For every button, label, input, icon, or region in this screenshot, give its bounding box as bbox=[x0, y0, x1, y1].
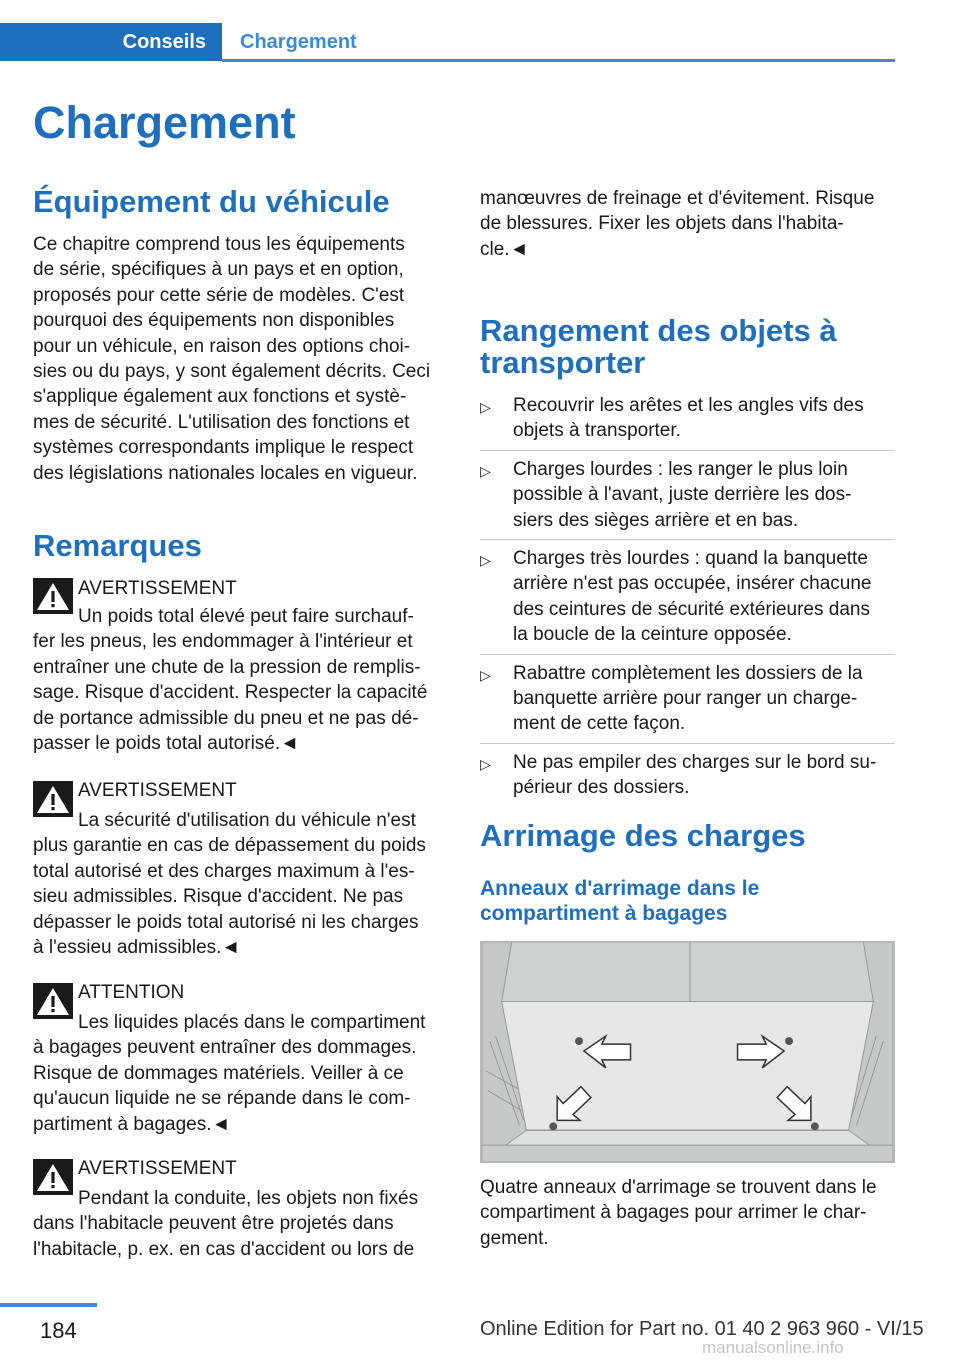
equipment-paragraph bbox=[33, 232, 448, 486]
text-line: fer les pneus, les endommager à l'intérieur et bbox=[33, 631, 413, 653]
warning-body bbox=[33, 604, 448, 756]
list-item bbox=[480, 457, 895, 540]
text-line: Un poids total élevé peut faire surchauf- bbox=[78, 606, 414, 627]
text-line: qu'aucun liquide ne se répande dans le com- bbox=[33, 1088, 411, 1110]
warning-body bbox=[33, 1186, 448, 1262]
footer-watermark: manualsonline.info bbox=[702, 1338, 844, 1357]
header-tab-chargement[interactable]: Chargement bbox=[240, 31, 357, 53]
warning-title: AVERTISSEMENT bbox=[78, 1158, 237, 1179]
text-line: Quatre anneaux d'arrimage se trouvent dans le bbox=[480, 1177, 877, 1198]
text-line: la boucle de la ceinture opposée. bbox=[513, 624, 792, 646]
warning-title: AVERTISSEMENT bbox=[78, 780, 237, 801]
text-line: pourquoi des équipements non disponibles bbox=[33, 310, 395, 332]
text-line: Recouvrir les arêtes et les angles vifs des bbox=[513, 395, 864, 416]
warning-continuation bbox=[480, 186, 895, 262]
text-line: Les liquides placés dans le compartiment bbox=[78, 1012, 426, 1033]
list-item bbox=[480, 750, 895, 807]
text-line: périeur des dossiers. bbox=[513, 777, 690, 799]
equipment-heading: Équipement du véhicule bbox=[33, 184, 390, 219]
text-line: Ne pas empiler des charges sur le bord su- bbox=[513, 751, 877, 773]
rangement-heading bbox=[480, 315, 837, 379]
text-line: arrière n'est pas occupée, insérer chacune bbox=[513, 573, 872, 595]
list-item bbox=[480, 546, 895, 655]
text-line: Charges très lourdes : quand la banquette bbox=[513, 548, 868, 570]
text-line: sage. Risque d'accident. Respecter la capacité bbox=[33, 682, 428, 704]
text-line: à bagages peuvent entraîner des dommages. bbox=[33, 1037, 417, 1059]
page-number: 184 bbox=[40, 1318, 77, 1343]
text-line: l'habitacle, p. ex. en cas d'accident ou lors de bbox=[33, 1238, 415, 1260]
text-line: entraîner une chute de la pression de remplis- bbox=[33, 656, 421, 678]
text-line: mes de sécurité. L'utilisation des fonctions et bbox=[33, 411, 410, 433]
text-line: siers des sièges arrière et en bas. bbox=[513, 509, 799, 531]
text-line: plus garantie en cas de dépassement du poids bbox=[33, 835, 426, 857]
heading-line: compartiment à bagages bbox=[480, 902, 728, 925]
triangle-bullet-icon: ▷ bbox=[480, 552, 491, 569]
text-line: passer le poids total autorisé.◄ bbox=[33, 733, 299, 755]
text-line: des ceintures de sécurité extérieures dans bbox=[513, 598, 870, 620]
text-line: Charges lourdes : les ranger le plus loin bbox=[513, 458, 848, 480]
text-line: dans l'habitacle peuvent être projetés dans bbox=[33, 1213, 394, 1235]
text-line: manœuvres de freinage et d'évitement. Risque bbox=[480, 188, 875, 209]
list-item bbox=[480, 393, 895, 451]
text-line: cle.◄ bbox=[480, 238, 529, 260]
text-line: s'applique également aux fonctions et systè- bbox=[33, 386, 407, 408]
text-line: sieu admissibles. Risque d'accident. Ne pas bbox=[33, 886, 404, 908]
text-line: à l'essieu admissibles.◄ bbox=[33, 937, 241, 959]
footer-rule bbox=[0, 1303, 97, 1307]
triangle-bullet-icon: ▷ bbox=[480, 462, 491, 479]
text-line: des législations nationales locales en vigueur. bbox=[33, 462, 418, 484]
trunk-illustration bbox=[480, 941, 895, 1163]
heading-line: Rangement des objets à bbox=[480, 313, 837, 348]
text-line: de blessures. Fixer les objets dans l'habita- bbox=[480, 213, 844, 235]
text-line: banquette arrière pour ranger un charge- bbox=[513, 688, 858, 710]
text-line: objets à transporter. bbox=[513, 420, 681, 442]
warning-body bbox=[33, 1010, 448, 1137]
list-item bbox=[480, 661, 895, 744]
header-tab-conseils[interactable]: Conseils bbox=[0, 23, 222, 61]
text-line: dépasser le poids total autorisé ni les charges bbox=[33, 911, 419, 933]
heading-line: transporter bbox=[480, 345, 646, 380]
warning-body bbox=[33, 808, 448, 960]
arrimage-subheading bbox=[480, 876, 759, 926]
text-line: pour un véhicule, en raison des options choi- bbox=[33, 335, 411, 357]
figure-caption bbox=[480, 1175, 895, 1251]
text-line: de série, spécifiques à un pays et en option, bbox=[33, 259, 404, 281]
text-line: gement. bbox=[480, 1227, 549, 1249]
arrimage-heading: Arrimage des charges bbox=[480, 818, 806, 853]
text-line: Rabattre complètement les dossiers de la bbox=[513, 662, 863, 684]
text-line: Ce chapitre comprend tous les équipements bbox=[33, 234, 405, 255]
text-line: partiment à bagages.◄ bbox=[33, 1113, 231, 1135]
triangle-bullet-icon: ▷ bbox=[480, 755, 491, 772]
rangement-list bbox=[480, 393, 895, 813]
text-line: de portance admissible du pneu et ne pas dé- bbox=[33, 707, 419, 729]
warning-title: ATTENTION bbox=[78, 982, 185, 1003]
text-line: ment de cette façon. bbox=[513, 713, 686, 735]
text-line: Risque de dommages matériels. Veiller à ce bbox=[33, 1062, 404, 1084]
text-line: total autorisé et des charges maximum à l'es- bbox=[33, 860, 415, 882]
text-line: compartiment à bagages pour arrimer le char- bbox=[480, 1202, 867, 1224]
text-line: systèmes correspondants implique le respect bbox=[33, 437, 414, 459]
heading-line: Anneaux d'arrimage dans le bbox=[480, 877, 760, 900]
triangle-bullet-icon: ▷ bbox=[480, 666, 491, 683]
text-line: sies ou du pays, y sont également décrits. Ceci bbox=[33, 361, 431, 383]
page-title: Chargement bbox=[33, 97, 296, 148]
text-line: proposés pour cette série de modèles. C'est bbox=[33, 284, 405, 306]
text-line: La sécurité d'utilisation du véhicule n'est bbox=[78, 810, 416, 831]
remarques-heading: Remarques bbox=[33, 528, 202, 563]
footer-edition: Online Edition for Part no. 01 40 2 963 960 - VI/15 bbox=[480, 1318, 924, 1340]
text-line: Pendant la conduite, les objets non fixés bbox=[78, 1188, 419, 1209]
triangle-bullet-icon: ▷ bbox=[480, 399, 491, 415]
warning-title: AVERTISSEMENT bbox=[78, 578, 237, 599]
text-line: possible à l'avant, juste derrière les dos- bbox=[513, 484, 852, 506]
header-rule bbox=[222, 59, 895, 62]
